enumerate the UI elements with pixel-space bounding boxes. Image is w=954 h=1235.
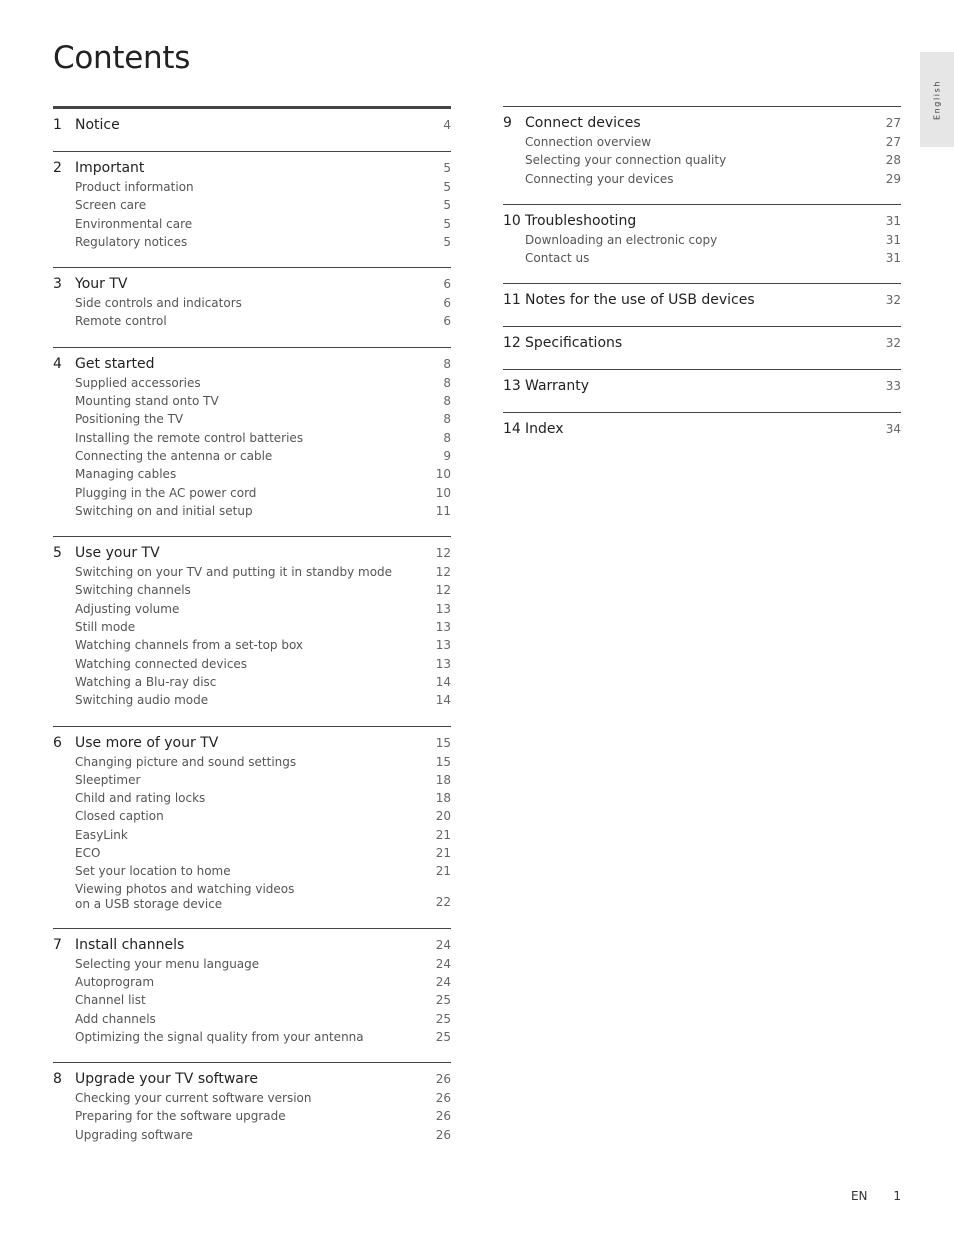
subentry-page: 26 — [435, 1091, 451, 1106]
chapter-title: Get started — [75, 355, 155, 372]
subentry-page: 20 — [435, 809, 451, 824]
subentry-page: 15 — [435, 754, 451, 769]
toc-chapter-entry[interactable] — [53, 544, 451, 562]
chapter-page: 33 — [885, 379, 901, 394]
chapter-number: 8 — [53, 1071, 62, 1088]
toc-subentry[interactable] — [53, 563, 451, 581]
subentry-title: Switching on and initial setup — [75, 503, 253, 518]
toc-section — [53, 928, 451, 1062]
toc-section — [53, 1062, 451, 1160]
subentry-page: 18 — [435, 791, 451, 806]
subentry-title: Mounting stand onto TV — [75, 394, 219, 409]
subentry-title: Selecting your menu language — [75, 956, 260, 971]
subentry-title: Closed caption — [75, 809, 164, 824]
subentry-title: Downloading an electronic copy — [525, 232, 718, 247]
subentry-title: Product information — [75, 180, 194, 194]
chapter-label — [503, 291, 755, 309]
chapter-title: Warranty — [525, 378, 590, 395]
subentry-title: Add channels — [75, 1011, 156, 1026]
toc-subentry[interactable] — [53, 636, 451, 654]
toc-subentry[interactable] — [503, 231, 901, 249]
subentry-title: Switching channels — [75, 583, 191, 598]
chapter-label — [53, 159, 144, 177]
chapter-number: 11 — [503, 292, 521, 309]
chapter-number: 1 — [53, 117, 62, 133]
chapter-label — [503, 212, 636, 230]
language-tab — [920, 52, 954, 147]
subentry-title: Plugging in the AC power cord — [75, 485, 257, 500]
toc-section — [53, 536, 451, 725]
chapter-label — [503, 420, 564, 438]
chapter-label — [53, 936, 184, 954]
toc-subentry[interactable] — [53, 753, 451, 771]
subentry-page: 31 — [885, 232, 901, 247]
toc-chapter-entry[interactable] — [53, 734, 451, 752]
chapter-number: 14 — [503, 421, 521, 438]
subentry-page: 31 — [885, 251, 901, 266]
toc-subentry[interactable] — [53, 312, 451, 330]
subentry-title: ECO — [75, 846, 101, 861]
chapter-number: 3 — [53, 276, 62, 293]
chapter-title: Upgrade your TV software — [75, 1071, 258, 1088]
subentry-page: 10 — [435, 485, 451, 500]
toc-subentry[interactable] — [53, 655, 451, 673]
subentry-title: Sleeptimer — [75, 772, 141, 787]
subentry-page: 29 — [885, 171, 901, 186]
chapter-title: Index — [525, 421, 564, 438]
toc-subentry[interactable] — [53, 410, 451, 428]
toc-section — [503, 412, 901, 455]
subentry-title: Switching on your TV and putting it in standby mode — [75, 565, 393, 580]
chapter-title: Troubleshooting — [525, 212, 637, 229]
chapter-page: 32 — [885, 336, 901, 351]
subentry-title: Remote control — [75, 314, 167, 329]
subentry-page: 25 — [435, 1029, 451, 1044]
toc-subentry[interactable] — [53, 429, 451, 447]
chapter-label — [53, 355, 155, 373]
subentry-page: 24 — [435, 956, 451, 971]
toc-subentry[interactable] — [53, 1107, 451, 1125]
toc-section — [53, 267, 451, 347]
toc-subentry[interactable] — [53, 789, 451, 807]
chapter-label — [53, 1070, 258, 1088]
toc-subentry[interactable] — [53, 215, 451, 233]
chapter-number: 12 — [503, 335, 521, 352]
subentry-title: Changing picture and sound settings — [75, 754, 297, 769]
chapter-number: 7 — [53, 936, 62, 953]
chapter-label — [53, 544, 160, 562]
chapter-page: 27 — [885, 116, 901, 130]
page-footer — [851, 1189, 901, 1203]
subentry-title: Checking your current software version — [75, 1091, 312, 1106]
chapter-page: 5 — [443, 161, 451, 175]
chapter-title: Important — [75, 160, 145, 176]
toc-chapter-entry[interactable] — [503, 377, 901, 395]
page-title: Contents — [53, 40, 191, 76]
subentry-page: 5 — [443, 198, 451, 213]
toc-section — [53, 347, 451, 536]
subentry-title: Managing cables — [75, 467, 177, 482]
subentry-page: 26 — [435, 1127, 451, 1142]
chapter-page: 31 — [885, 213, 901, 228]
chapter-number: 13 — [503, 378, 521, 395]
toc-section — [53, 151, 451, 267]
subentry-page: 28 — [885, 153, 901, 168]
subentry-page: 5 — [443, 234, 451, 249]
toc-subentry[interactable] — [53, 1010, 451, 1028]
subentry-page: 8 — [443, 430, 451, 445]
subentry-page: 12 — [435, 565, 451, 580]
chapter-page: 24 — [435, 937, 451, 952]
toc-subentry[interactable] — [53, 178, 451, 196]
toc-chapter-entry[interactable] — [503, 114, 901, 132]
subentry-title: Optimizing the signal quality from your antenna — [75, 1029, 364, 1044]
chapter-label — [503, 377, 589, 395]
subentry-title: Environmental care — [75, 216, 193, 231]
toc-subentry[interactable] — [53, 1089, 451, 1107]
chapter-label — [53, 116, 120, 134]
chapter-title: Use more of your TV — [75, 734, 219, 751]
toc-chapter-entry[interactable] — [53, 275, 451, 293]
subentry-page: 8 — [443, 394, 451, 409]
toc-subentry[interactable] — [53, 955, 451, 973]
subentry-title: Adjusting volume — [75, 601, 180, 616]
toc-subentry[interactable] — [53, 294, 451, 312]
subentry-title: Still mode — [75, 620, 136, 635]
toc-section — [503, 326, 901, 369]
subentry-title: Installing the remote control batteries — [75, 430, 304, 445]
toc-chapter-entry[interactable] — [503, 212, 901, 230]
toc-subentry[interactable] — [503, 133, 901, 151]
toc-chapter-entry[interactable] — [503, 420, 901, 438]
footer-language: EN — [850, 1189, 868, 1203]
toc-section — [503, 283, 901, 326]
subentry-title: Positioning the TV — [75, 412, 184, 427]
subentry-page: 25 — [435, 1011, 451, 1026]
toc-subentry[interactable] — [53, 618, 451, 636]
subentry-title: Connecting your devices — [525, 171, 674, 186]
chapter-label — [503, 114, 641, 132]
subentry-page: 18 — [435, 772, 451, 787]
chapter-number: 2 — [53, 160, 62, 176]
toc-subentry[interactable] — [53, 1028, 451, 1046]
toc-subentry[interactable] — [53, 826, 451, 844]
toc-subentry[interactable] — [53, 771, 451, 789]
chapter-page: 34 — [885, 422, 901, 437]
toc-section — [503, 106, 901, 204]
chapter-number: 10 — [503, 212, 521, 229]
toc-subentry[interactable] — [53, 973, 451, 991]
subentry-title: Preparing for the software upgrade — [75, 1109, 286, 1124]
subentry-page: 13 — [435, 620, 451, 635]
subentry-title: Screen care — [75, 198, 147, 213]
chapter-page: 15 — [435, 735, 451, 750]
toc-section — [53, 106, 451, 151]
subentry-page: 22 — [435, 895, 451, 910]
toc-subentry[interactable] — [53, 392, 451, 410]
subentry-title: Child and rating locks — [75, 791, 206, 806]
subentry-title: Connecting the antenna or cable — [75, 448, 273, 463]
chapter-number: 6 — [53, 734, 62, 751]
subentry-page: 21 — [435, 846, 451, 861]
chapter-page: 4 — [443, 118, 451, 132]
subentry-title: Connection overview — [525, 135, 652, 149]
toc-subentry[interactable] — [53, 581, 451, 599]
subentry-title: Regulatory notices — [75, 234, 188, 249]
toc-chapter-entry[interactable] — [53, 936, 451, 954]
subentry-title: Viewing photos and watching videos on a USB storage device — [75, 881, 295, 911]
subentry-title: Side controls and indicators — [75, 296, 242, 311]
toc-subentry[interactable] — [53, 447, 451, 465]
subentry-page: 5 — [443, 180, 451, 194]
chapter-title: Use your TV — [75, 545, 160, 562]
subentry-page: 8 — [443, 375, 451, 390]
chapter-label — [53, 275, 127, 293]
subentry-page: 13 — [435, 638, 451, 653]
toc-right-column — [503, 106, 901, 455]
chapter-page: 26 — [435, 1072, 451, 1087]
subentry-title: Autoprogram — [75, 974, 155, 989]
subentry-title: Watching connected devices — [75, 656, 248, 671]
chapter-title: Install channels — [75, 936, 185, 953]
toc-subentry[interactable] — [53, 233, 451, 251]
subentry-title: Watching channels from a set-top box — [75, 638, 304, 653]
subentry-title: EasyLink — [75, 827, 128, 842]
chapter-page: 12 — [435, 546, 451, 561]
subentry-page: 14 — [435, 693, 451, 708]
subentry-page: 21 — [435, 864, 451, 879]
subentry-page: 6 — [443, 296, 451, 311]
subentry-title: Channel list — [75, 993, 146, 1008]
subentry-page: 14 — [435, 674, 451, 689]
toc-section — [503, 369, 901, 412]
subentry-page: 9 — [443, 448, 451, 463]
subentry-page: 12 — [435, 583, 451, 598]
toc-subentry[interactable] — [53, 196, 451, 214]
toc-subentry[interactable] — [53, 502, 451, 520]
chapter-title: Notice — [75, 117, 120, 133]
toc-subentry[interactable] — [53, 673, 451, 691]
toc-subentry[interactable] — [53, 807, 451, 825]
subentry-page: 13 — [435, 656, 451, 671]
toc-subentry[interactable] — [53, 991, 451, 1009]
toc-subentry[interactable] — [53, 465, 451, 483]
chapter-title: Specifications — [525, 335, 623, 352]
toc-subentry[interactable] — [53, 862, 451, 880]
subentry-page: 25 — [435, 993, 451, 1008]
subentry-title: Watching a Blu-ray disc — [75, 674, 217, 689]
toc-subentry[interactable] — [503, 170, 901, 188]
toc-chapter-entry[interactable] — [503, 334, 901, 352]
subentry-page: 5 — [443, 216, 451, 231]
chapter-label — [503, 334, 622, 352]
chapter-page: 32 — [885, 293, 901, 308]
toc-subentry[interactable] — [53, 484, 451, 502]
toc-subentry[interactable] — [53, 881, 451, 912]
subentry-page: 21 — [435, 827, 451, 842]
subentry-page: 8 — [443, 412, 451, 427]
subentry-page: 6 — [443, 314, 451, 329]
toc-chapter-entry[interactable] — [53, 159, 451, 177]
chapter-title: Your TV — [75, 276, 128, 293]
subentry-title: Contact us — [525, 251, 590, 266]
toc-subentry[interactable] — [53, 600, 451, 618]
toc-chapter-entry[interactable] — [53, 355, 451, 373]
subentry-page: 13 — [435, 601, 451, 616]
toc-chapter-entry[interactable] — [503, 291, 901, 309]
subentry-page: 26 — [435, 1109, 451, 1124]
chapter-title: Connect devices — [525, 115, 641, 131]
subentry-page: 27 — [885, 135, 901, 149]
subentry-page: 11 — [435, 503, 451, 518]
toc-chapter-entry[interactable] — [53, 1070, 451, 1088]
toc-subentry[interactable] — [503, 151, 901, 169]
subentry-page: 24 — [435, 974, 451, 989]
chapter-number: 4 — [53, 355, 62, 372]
chapter-page: 8 — [443, 356, 451, 371]
toc-section — [53, 726, 451, 928]
toc-subentry[interactable] — [53, 844, 451, 862]
toc-left-column — [53, 106, 451, 1160]
toc-chapter-entry[interactable] — [53, 116, 451, 134]
toc-subentry[interactable] — [503, 249, 901, 267]
language-tab-label: English — [932, 79, 942, 120]
toc-section — [503, 204, 901, 284]
chapter-title: Notes for the use of USB devices — [525, 292, 755, 309]
toc-subentry[interactable] — [53, 691, 451, 709]
toc-subentry[interactable] — [53, 374, 451, 392]
subentry-title: Supplied accessories — [75, 375, 201, 390]
footer-page-number: 1 — [893, 1189, 901, 1203]
toc-subentry[interactable] — [53, 1126, 451, 1144]
subentry-page: 10 — [435, 467, 451, 482]
chapter-label — [53, 734, 218, 752]
subentry-title: Upgrading software — [75, 1127, 193, 1142]
subentry-title: Selecting your connection quality — [525, 153, 727, 168]
chapter-number: 9 — [503, 115, 512, 131]
subentry-title: Set your location to home — [75, 864, 231, 879]
chapter-number: 5 — [53, 545, 62, 562]
subentry-title: Switching audio mode — [75, 693, 209, 708]
chapter-page: 6 — [443, 277, 451, 292]
